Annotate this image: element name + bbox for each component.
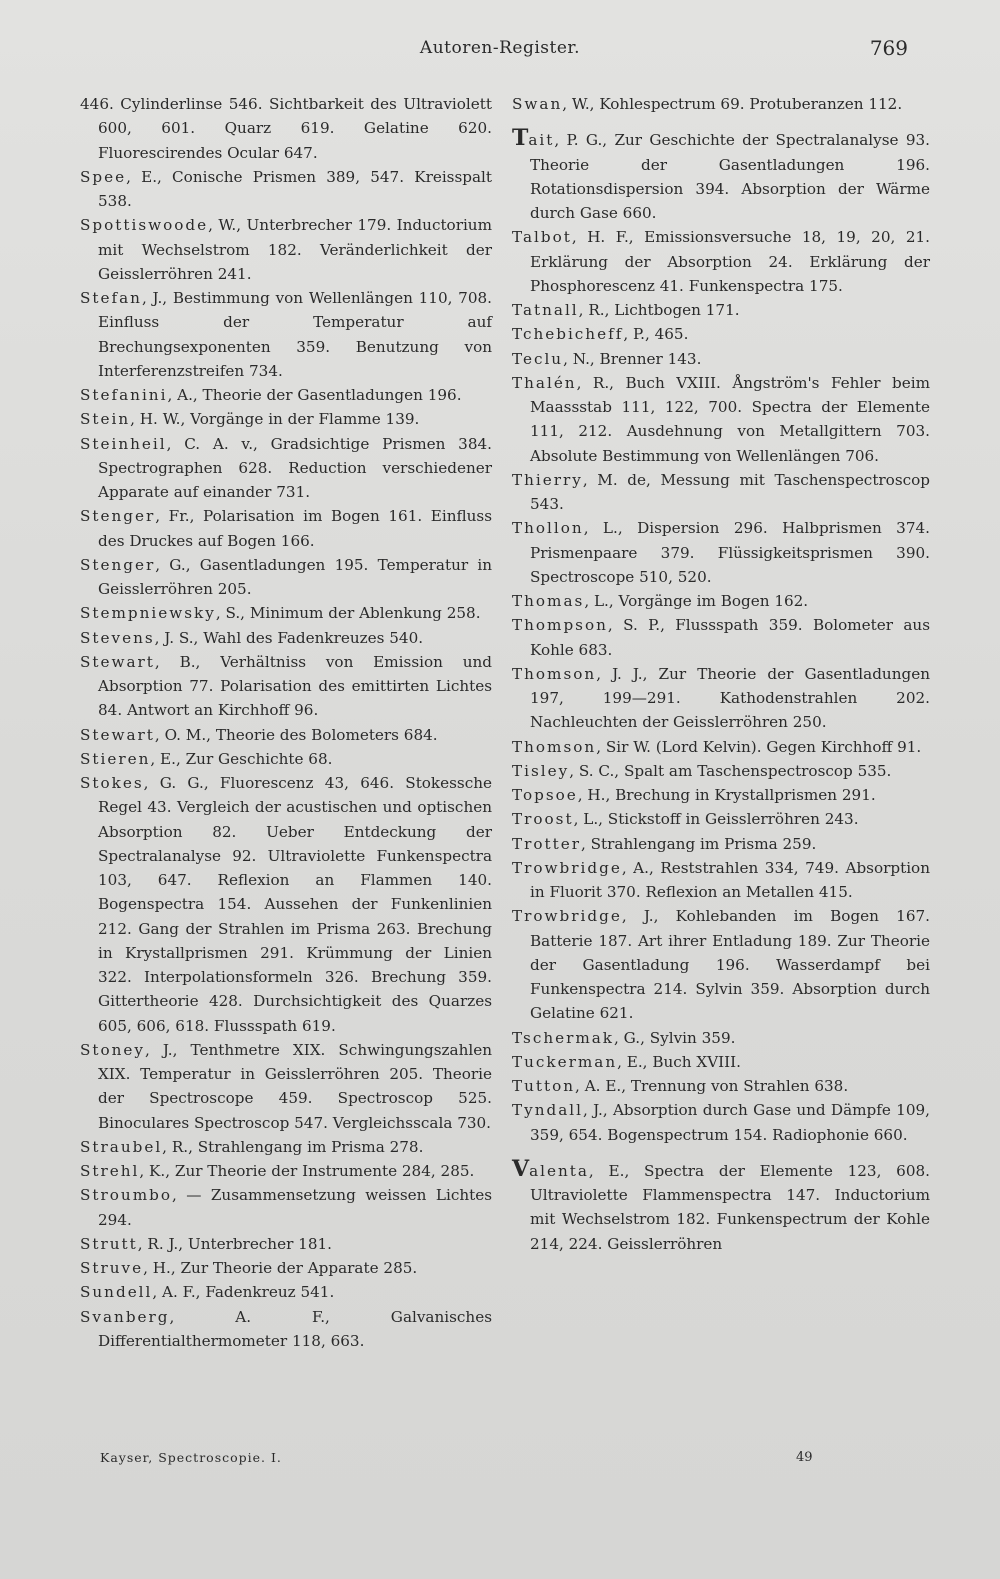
section-initial: V (512, 1155, 530, 1182)
author-name: Thomson (512, 664, 597, 683)
entry-text: , G., Gasentladungen 195. Temperatur in Geisslerröhren 205. (98, 555, 492, 598)
entry-text: , C. A. v., Gradsichtige Prismen 384. Spectrographen 628. Reduction verschiedener Apparate auf einander 731. (98, 434, 492, 501)
entry-text: , J., Tenthmetre XIX. Schwingungszahlen XIX. Temperatur in Geisslerröhren 205. Theorie der Spectroscope 459. Spectroscop 525. Binoculares Spectroscop 547. Vergleichsscala 730. (98, 1040, 492, 1132)
entry-text: , A. E., Trennung von Strahlen 638. (575, 1077, 849, 1095)
entry-text: , L., Dispersion 296. Halbprismen 374. Prismenpaare 379. Flüssigkeitsprismen 390. Spectroscope 510, 520. (530, 519, 930, 586)
index-entry (512, 468, 930, 517)
author-name: Thompson (512, 616, 608, 635)
index-entry (80, 1159, 492, 1183)
author-name: Straubel (80, 1137, 163, 1156)
author-name: Stempniewsky (80, 604, 216, 623)
index-entry (512, 371, 930, 468)
author-name: Tschermak (512, 1028, 615, 1047)
author-name: Stevens (80, 628, 155, 647)
index-entry (512, 1157, 930, 1256)
author-name: Stieren (80, 749, 151, 768)
author-name: alenta (529, 1161, 589, 1180)
entry-text: , G., Sylvin 359. (614, 1028, 736, 1047)
entry-text: 446. Cylinderlinse 546. Sichtbarkeit des Ultraviolett 600, 601. Quarz 619. Gelatine 620. Fluorescirendes Ocular 647. (80, 95, 492, 162)
entry-text: , H. F., Emissionsversuche 18, 19, 20, 21. Erklärung der Absorption 24. Erklärung der Phosphorescenz 41. Funkenspectra 175. (530, 228, 930, 295)
entry-text: , L., Stickstoff in Geisslerröhren 243. (573, 810, 859, 829)
index-entry (512, 735, 930, 759)
author-name: Tyndall (512, 1101, 583, 1120)
entry-text: , S., Minimum der Ablenkung 258. (215, 604, 481, 623)
index-entry (512, 298, 930, 322)
author-name: Tutton (512, 1077, 576, 1095)
entry-text: , A. F., Fadenkreuz 541. (152, 1283, 335, 1302)
entry-text: , A., Reststrahlen 334, 749. Absorption in Fluorit 370. Reflexion an Metallen 415. (530, 858, 930, 901)
author-name: Teclu (512, 349, 564, 368)
index-entry (512, 1026, 930, 1050)
entry-text: , H. W., Vorgänge in der Flamme 139. (130, 410, 420, 429)
index-entry (512, 1050, 930, 1074)
entry-text: , H., Zur Theorie der Apparate 285. (143, 1259, 418, 1277)
author-name: Struve (80, 1259, 144, 1277)
entry-text: , S. C., Spalt am Taschenspectroscop 535. (569, 761, 892, 780)
entry-text: , E., Zur Geschichte 68. (150, 749, 333, 768)
author-name: Talbot (512, 228, 572, 247)
entry-text: , J. S., Wahl des Fadenkreuzes 540. (154, 628, 424, 647)
index-entry (80, 771, 492, 1038)
entry-text: , A., Theorie der Gasentladungen 196. (167, 386, 462, 404)
author-name: Stewart (80, 725, 155, 744)
entry-text: , H., Brechung in Krystallprismen 291. (577, 786, 876, 804)
author-name: Stenger (80, 507, 156, 526)
author-name: Thollon (512, 519, 584, 538)
author-name: Swan (512, 95, 563, 113)
author-name: Trotter (512, 834, 581, 853)
author-name: Thalén (512, 373, 577, 392)
index-entry (80, 553, 492, 602)
entry-text: , O. M., Theorie des Bolometers 684. (154, 725, 438, 744)
author-name: Spottiswoode (80, 216, 209, 235)
section-initial: T (512, 125, 529, 152)
author-name: Steinheil (80, 434, 167, 453)
index-entry (512, 759, 930, 783)
index-entry (80, 747, 492, 771)
page-footer (100, 1450, 820, 1472)
entry-text: , E., Conische Prismen 389, 547. Kreisspalt 538. (98, 167, 492, 210)
entry-text: , P. G., Zur Geschichte der Spectralanalyse 93. Theorie der Gasentladungen 196. Rotationsdispersion 394. Absorption der Wärme durch Gase 660. (530, 131, 930, 222)
author-name: Stefanini (80, 386, 168, 404)
footer-credit: Kayser, Spectroscopie. I. (100, 1450, 282, 1465)
author-name: Spee (80, 167, 127, 186)
author-name: Tuckerman (512, 1052, 618, 1071)
index-entry (512, 516, 930, 589)
index-entry (512, 92, 930, 116)
author-name: Thomas (512, 592, 585, 610)
index-entry (512, 613, 930, 662)
entry-text: , J., Kohlebanden im Bogen 167. Batterie 187. Art ihrer Entladung 189. Zur Theorie der Gasentladung 196. Wasserdampf bei Funkenspectra 214. Sylvin 359. Absorption durch Gelatine 621. (530, 907, 930, 1023)
index-entry (80, 1135, 492, 1159)
index-entry (80, 601, 492, 625)
entry-text: , G. G., Fluorescenz 43, 646. Stokessche Regel 43. Vergleich der acustischen und optischen Absorption 82. Ueber Entdeckung der Spectralanalyse 92. Ultraviolette Funkenspectra 103, 647. Reflexion an Flammen 140. Bogenspectra 154. Aussehen der Funkenlinien 212. Gang der Strahlen im Prisma 263. Brechung in Krystallprismen 291. Krümmung der Linien 322. Interpolationsformeln 326. Brechung 359. Gittertheorie 428. Durchsichtigkeit des Quarzes 605, 606, 618. Flussspath 619. (98, 774, 492, 1035)
author-name: Stokes (80, 774, 144, 792)
index-entry (80, 504, 492, 553)
author-name: Tisley (512, 761, 570, 780)
index-entry (512, 322, 930, 346)
index-entry (80, 650, 492, 723)
index-entry (80, 407, 492, 431)
author-name: Svanberg (80, 1307, 170, 1326)
entry-text: , J. J., Zur Theorie der Gasentladungen 197, 199—291. Kathodenstrahlen 202. Nachleuchten der Geisslerröhren 250. (530, 664, 930, 732)
author-name: Stein (80, 410, 131, 429)
index-entry (512, 225, 930, 298)
author-name: Strehl (80, 1162, 140, 1180)
right-column (512, 92, 930, 1256)
author-name: ait (528, 131, 555, 150)
author-name: Topsoe (512, 786, 578, 804)
entry-text: , K., Zur Theorie der Instrumente 284, 285. (139, 1162, 475, 1180)
index-entry (512, 1098, 930, 1147)
author-name: Stroumbo (80, 1186, 172, 1205)
index-entry (80, 1280, 492, 1304)
author-name: Stefan (80, 289, 142, 307)
index-entry (512, 904, 930, 1025)
entry-text: , R. J., Unterbrecher 181. (137, 1234, 332, 1253)
index-entry (80, 1305, 492, 1354)
entry-text: , E., Buch XVIII. (617, 1052, 741, 1071)
entry-text: , M. de, Messung mit Taschenspectroscop 543. (530, 470, 930, 513)
entry-text: , L., Vorgänge im Bogen 162. (584, 592, 809, 610)
entry-text: , R., Lichtbogen 171. (578, 301, 740, 319)
index-entry (512, 783, 930, 807)
index-entry (80, 286, 492, 383)
entry-text: , Strahlengang im Prisma 259. (581, 834, 817, 853)
index-entry (512, 662, 930, 735)
index-entry (80, 383, 492, 407)
entry-text: , P., 465. (623, 325, 689, 344)
index-entry (80, 723, 492, 747)
left-column (80, 92, 492, 1353)
index-entry (512, 807, 930, 831)
running-title: Autoren-Register. (419, 38, 581, 58)
index-entry (512, 1074, 930, 1098)
index-entry (80, 432, 492, 505)
index-entry (80, 1256, 492, 1280)
page-number: 769 (869, 36, 908, 60)
author-name: Tatnall (512, 301, 579, 319)
index-entry (512, 856, 930, 905)
entry-text: , — Zusammensetzung weissen Lichtes 294. (98, 1186, 492, 1229)
entry-text: , S. P., Flussspath 359. Bolometer aus Kohle 683. (530, 616, 930, 659)
index-entry (512, 347, 930, 371)
author-name: Stenger (80, 555, 156, 574)
author-name: Troost (512, 810, 574, 829)
index-entry (80, 1038, 492, 1135)
entry-text: , W., Unterbrecher 179. Inductorium mit Wechselstrom 182. Veränderlichkeit der Geisslerröhren 241. (98, 216, 492, 283)
author-name: Stewart (80, 652, 155, 671)
index-entry (512, 126, 930, 225)
author-name: Thomson (512, 737, 597, 756)
author-name: Trowbridge (512, 858, 622, 877)
entry-text: , B., Verhältniss von Emission und Absorption 77. Polarisation des emittirten Lichtes 84. Antwort an Kirchhoff 96. (98, 652, 492, 720)
index-entry (80, 1183, 492, 1232)
index-entry (80, 213, 492, 286)
entry-text: , Fr., Polarisation im Bogen 161. Einfluss des Druckes auf Bogen 166. (98, 507, 492, 550)
entry-text: , J., Absorption durch Gase und Dämpfe 109, 359, 654. Bogenspectrum 154. Radiophonie 660. (530, 1101, 930, 1144)
entry-text: , A. F., Galvanisches Differentialthermometer 118, 663. (98, 1307, 492, 1350)
index-entry (80, 165, 492, 214)
index-entry (512, 832, 930, 856)
index-entry (80, 626, 492, 650)
author-name: Stoney (80, 1040, 146, 1059)
index-entry (512, 589, 930, 613)
author-name: Strutt (80, 1234, 138, 1253)
author-name: Thierry (512, 470, 583, 489)
index-entry (80, 1232, 492, 1256)
author-name: Sundell (80, 1283, 153, 1302)
entry-text: , Sir W. (Lord Kelvin). Gegen Kirchhoff 91. (596, 737, 922, 756)
entry-text: , E., Spectra der Elemente 123, 608. Ultraviolette Flammenspectra 147. Inductorium mit Wechselstrom 182. Funkenspectrum der Kohle 214, 224. Geisslerröhren (530, 1161, 930, 1253)
author-name: Tchebicheff (512, 325, 624, 344)
running-head (0, 38, 1000, 68)
entry-text: , R., Buch VXIII. Ångström's Fehler beim Maassstab 111, 122, 700. Spectra der Elemente 111, 212. Ausdehnung von Metallgittern 703. Absolute Bestimmung von Wellenlängen 706. (530, 373, 930, 465)
entry-text: , J., Bestimmung von Wellenlängen 110, 708. Einfluss der Temperatur auf Brechungsexponenten 359. Benutzung von Interferenzstreifen 734. (98, 289, 492, 380)
entry-text: , W., Kohlespectrum 69. Protuberanzen 112. (562, 95, 903, 113)
author-name: Trowbridge (512, 907, 622, 926)
index-entry (80, 92, 492, 165)
entry-text: , R., Strahlengang im Prisma 278. (162, 1137, 424, 1156)
entry-text: , N., Brenner 143. (563, 349, 702, 368)
signature-mark: 49 (796, 1450, 813, 1465)
